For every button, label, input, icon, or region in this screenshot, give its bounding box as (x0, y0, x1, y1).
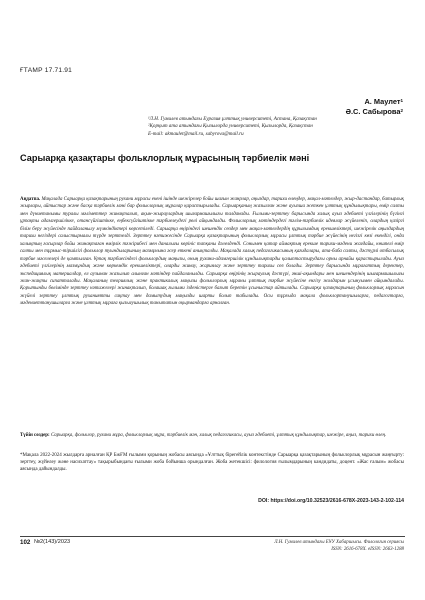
abstract-label: Аңдатпа. (20, 197, 41, 202)
keywords-text: Сарыарқа, фольклор, рухани мұра, фольклорлық мұра, тәрбиелік мән, халық педагогикасы, ауыз әдебиеті, ұлттық құндылықтар, шежіре, аңыз, тарихи өлең. (50, 433, 387, 438)
abstract-text: Мақалада Сарыарқа қазақтарының рухани мұрасы екені ішінде шежірелер бойы шағын жанрлар, аңыздар, тарихи өлеңдер, мақал-мәтелдер, жыр-дастандар, батырлық жырлары, айтыстар және басқа тәрбиелік мәні бар фольклорлық мұралар қарастырылады. Сарыарқаның жазылған және ауызша жеткен ұлттық құндылықтары, өмір салты мен дүниетанымы туралы мәліметтер жинақталып, ақын-жыраулардың шығармашылығы талданады. Ғылыми-зерттеу барысында халық ауыз әдебиеті үлгілерінің бүгінгі ұрпақты адамгершілікке, отансүйгіштікке, еңбексүйгіштікке тәрбиелеудегі рөлі айқындалды. Фольклорлық мәтіндердегі тәлім-тәрбиелік идеялар жүйеленіп, олардың қазіргі білім беру жүйесінде пайдаланылу мүмкіндіктері көрсетіледі. Сарыарқа өңіріндегі шешендік сөздер мен мақал-мәтелдердің құрылымдық ерекшеліктері, шежірелік аңыздардың тарихи негіздері салыстырмалы түрде зерттелді. Зерттеу нәтижесінде Сарыарқа қазақтарының фольклорлық мұрасы ұлттық тәрбие жүйесінің негізгі көзі екендігі, онда халықтың ғасырлар бойы жинақтаған өмірлік тәжірибесі мен даналығы көрініс тапқаны дәлелденді. Сонымен қатар аймақтың ерекше тарихи-мәдени жағдайы, көшпелі өмір салты мен тұрмыс-тіршілігі фольклор туындыларының мазмұнына әсер еткені анықталды. Мақалада халық педагогикасының қағидалары, ата-баба салты, дәстүрлі отбасылық тәрбие мәселелері де қамтылған. Ұрпақ тәрбиесіндегі фольклордың маңызы, оның рухани-адамгершілік құндылықтарды қалыптастырудағы орны арнайы қарастырылады. Ауыз әдебиеті үлгілерінің мазмұндық және көркемдік ерекшеліктері, оларды жинау, жариялау және зерттеу тарихы сөз болады. Зерттеу барысында мұрағаттық деректер, экспедициялық материалдар, ел аузынан жазылып алынған мәтіндер пайдаланылды. Сарыарқа өңірінің жыраулық дәстүрі, әнші-ақындары мен шешендерінің шығармашылығы жан-жақты сипатталады. Мақаланың теориялық және практикалық маңызы фольклорлық мұраны ұлттық тәрбие жүйесіне енгізу жолдарын ұсынуымен айқындалады. Қорытынды бөлімінде зерттеу нәтижелері жинақталып, болашақ ғылыми ізденістерге бағыт беретін ұсыныстар айтылады. Сарыарқа қазақтарының фольклорлық мұрасын жүйелі зерттеу ұлттық руханиятты сақтау мен дамытудың маңызды шарты болып табылады. Осы тұрғыда мақала фольклортанушыларға, педагогтарға, мәдениеттанушыларға және ұлттық мұраға қызығушылық танытатын оқырмандарға арналған. (20, 197, 404, 307)
affiliation-email: E-mail: akmaulet@mail.ru, sabyrova@mail.ru (148, 130, 244, 137)
journal-info (274, 539, 404, 553)
keywords-label: Түйін сөздер: (20, 433, 50, 438)
author-block (346, 97, 403, 117)
affiliations (148, 116, 406, 138)
author-name: Ә.С. Сабырова$^2$ (345, 107, 403, 116)
page-number: 102 (20, 539, 31, 546)
author-name: А. Маулет$^1$ (364, 97, 403, 106)
journal-name: Л.Н. Гумилев атындағы ЕҰУ Хабаршысы. Филология сериясы (274, 540, 404, 545)
abstract (20, 196, 404, 308)
affiliation-line: ²Қорқыт ата атындағы Қызылорда университеті, Қызылорда, Қазақстан (148, 123, 313, 130)
keywords (20, 432, 404, 439)
journal-issn: ISSN: 2616-678X. eISSN: 2663-1288 (331, 547, 404, 552)
udc-code: ҒТАМР 17.71.91 (20, 67, 72, 74)
doi-link[interactable]: DOI: https://doi.org/10.32523/2616-678X-2023-143-2-102-114 (258, 498, 404, 504)
footer-divider (20, 536, 405, 537)
funding-note: *Мақала 2022-2024 жылдарға арналған ҚР БжҒМ ғылыми қорының жобасы аясында «Ұлттық бірегейлік контекстінде Сарыарқа қазақтарының фольклорлық мұрасын жаңғырту: зерттеу, жүйелеу және насихаттау» тақырыбындағы ғылыми жоба бойынша орындалған. Жоба жетекшісі: филология ғылымдарының кандидаты, доцент. «Жас ғалым» жобасы аясында дайындалды. (20, 453, 404, 473)
affiliation-line: ¹Л.Н. Гумилев атындағы Еуразия ұлттық университеті, Астана, Қазақстан (148, 116, 317, 122)
issue-number: №2(143)/2023 (34, 539, 71, 545)
article-title: Сарыарқа қазақтары фольклорлық мұрасының тәрбиелік мәні (20, 153, 310, 163)
